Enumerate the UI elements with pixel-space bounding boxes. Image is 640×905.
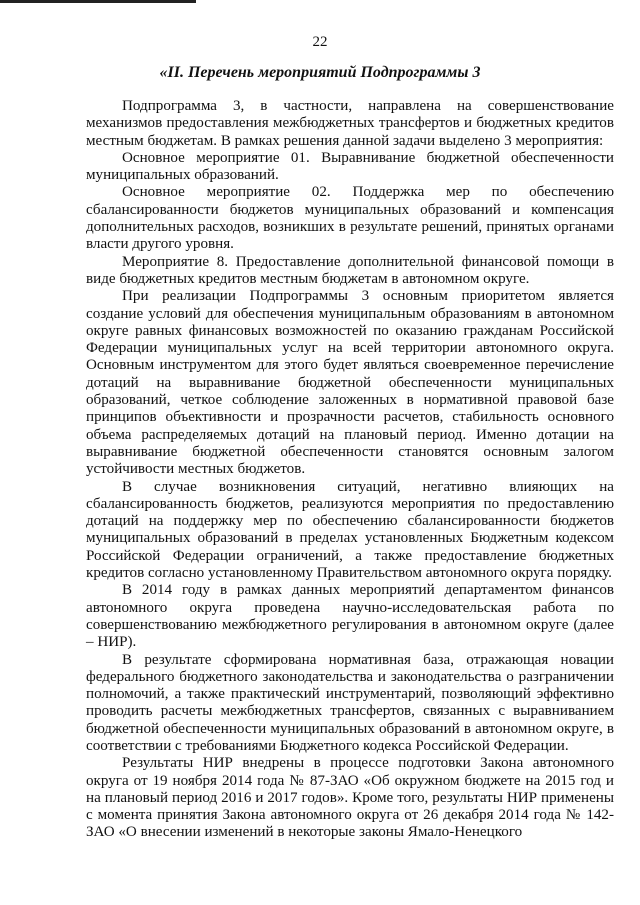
paragraph-balance-cases: В случае возникновения ситуаций, негативно влияющих на сбалансированность бюджетов, реализуются мероприятия по предоставлению дотаций на поддержку мер по обеспечению сбалансированности бюджетов муниципальных образований в пределах установленных Бюджетным кодексом Российской Федерации ограничений, а также предоставление бюджетных кредитов согласно установленному Правительством автономного округа порядку. (86, 478, 614, 582)
paragraph-implementation: Результаты НИР внедрены в процессе подготовки Закона автономного округа от 19 ноября 2014 года № 87-ЗАО «Об окружном бюджете на 2015 год и на плановый период 2016 и 2017 годов». Кроме того, результаты НИР применены с момента принятия Закона автономного округа от 26 декабря 2014 года № 142-ЗАО «О внесении изменений в некоторые законы Ямало-Ненецкого (86, 755, 614, 841)
scan-top-border (0, 0, 196, 3)
body-text (86, 98, 614, 842)
paragraph-priority: При реализации Подпрограммы 3 основным приоритетом является создание условий для обеспечения муниципальным образованиям в автономном округе равных финансовых возможностей по оказанию гражданам Российской Федерации муниципальных услуг на всей территории автономного округа. Основным инструментом для этого будет являться своевременное перечисление дотаций на выравнивание бюджетной обеспеченности муниципальных образований, четкое соблюдение заложенных в нормативной правовой базе принципов объективности и прозрачности расчетов, стабильность основного объема распределяемых дотаций на плановый период. Именно дотации на выравнивание бюджетной обеспеченности становятся основным залогом устойчивости местных бюджетов. (86, 288, 614, 478)
paragraph-results: В результате сформирована нормативная база, отражающая новации федерального бюджетного законодательства и законодательства о разграничении полномочий, а также практический инструментарий, позволяющий эффективно проводить расчеты межбюджетных трансфертов, связанных с выравниванием бюджетной обеспеченности муниципальных образований в автономном округе, в соответствии с требованиями Бюджетного кодекса Российской Федерации. (86, 651, 614, 754)
section-title: «II. Перечень мероприятий Подпрограммы 3 (159, 64, 481, 81)
paragraph-measure-01: Основное мероприятие 01. Выравнивание бюджетной обеспеченности муниципальных образований. (86, 149, 614, 184)
paragraph-subprogram-intro: Подпрограмма 3, в частности, направлена на совершенствование механизмов предоставления межбюджетных трансфертов и бюджетных кредитов местным бюджетам. В рамках решения данной задачи выделено 3 мероприятия: (86, 98, 614, 149)
paragraph-research-2014: В 2014 году в рамках данных мероприятий департаментом финансов автономного округа проведена научно-исследовательская работа по совершенствованию межбюджетного регулирования в автономном округе (далее – НИР). (86, 582, 614, 651)
paragraph-measure-02: Основное мероприятие 02. Поддержка мер по обеспечению сбалансированности бюджетов муниципальных образований и компенсация дополнительных расходов, возникших в результате решений, принятых органами власти другого уровня. (86, 184, 614, 253)
page-number: 22 (312, 34, 328, 50)
paragraph-measure-8: Мероприятие 8. Предоставление дополнительной финансовой помощи в виде бюджетных кредитов местным бюджетам в автономном округе. (86, 253, 614, 287)
